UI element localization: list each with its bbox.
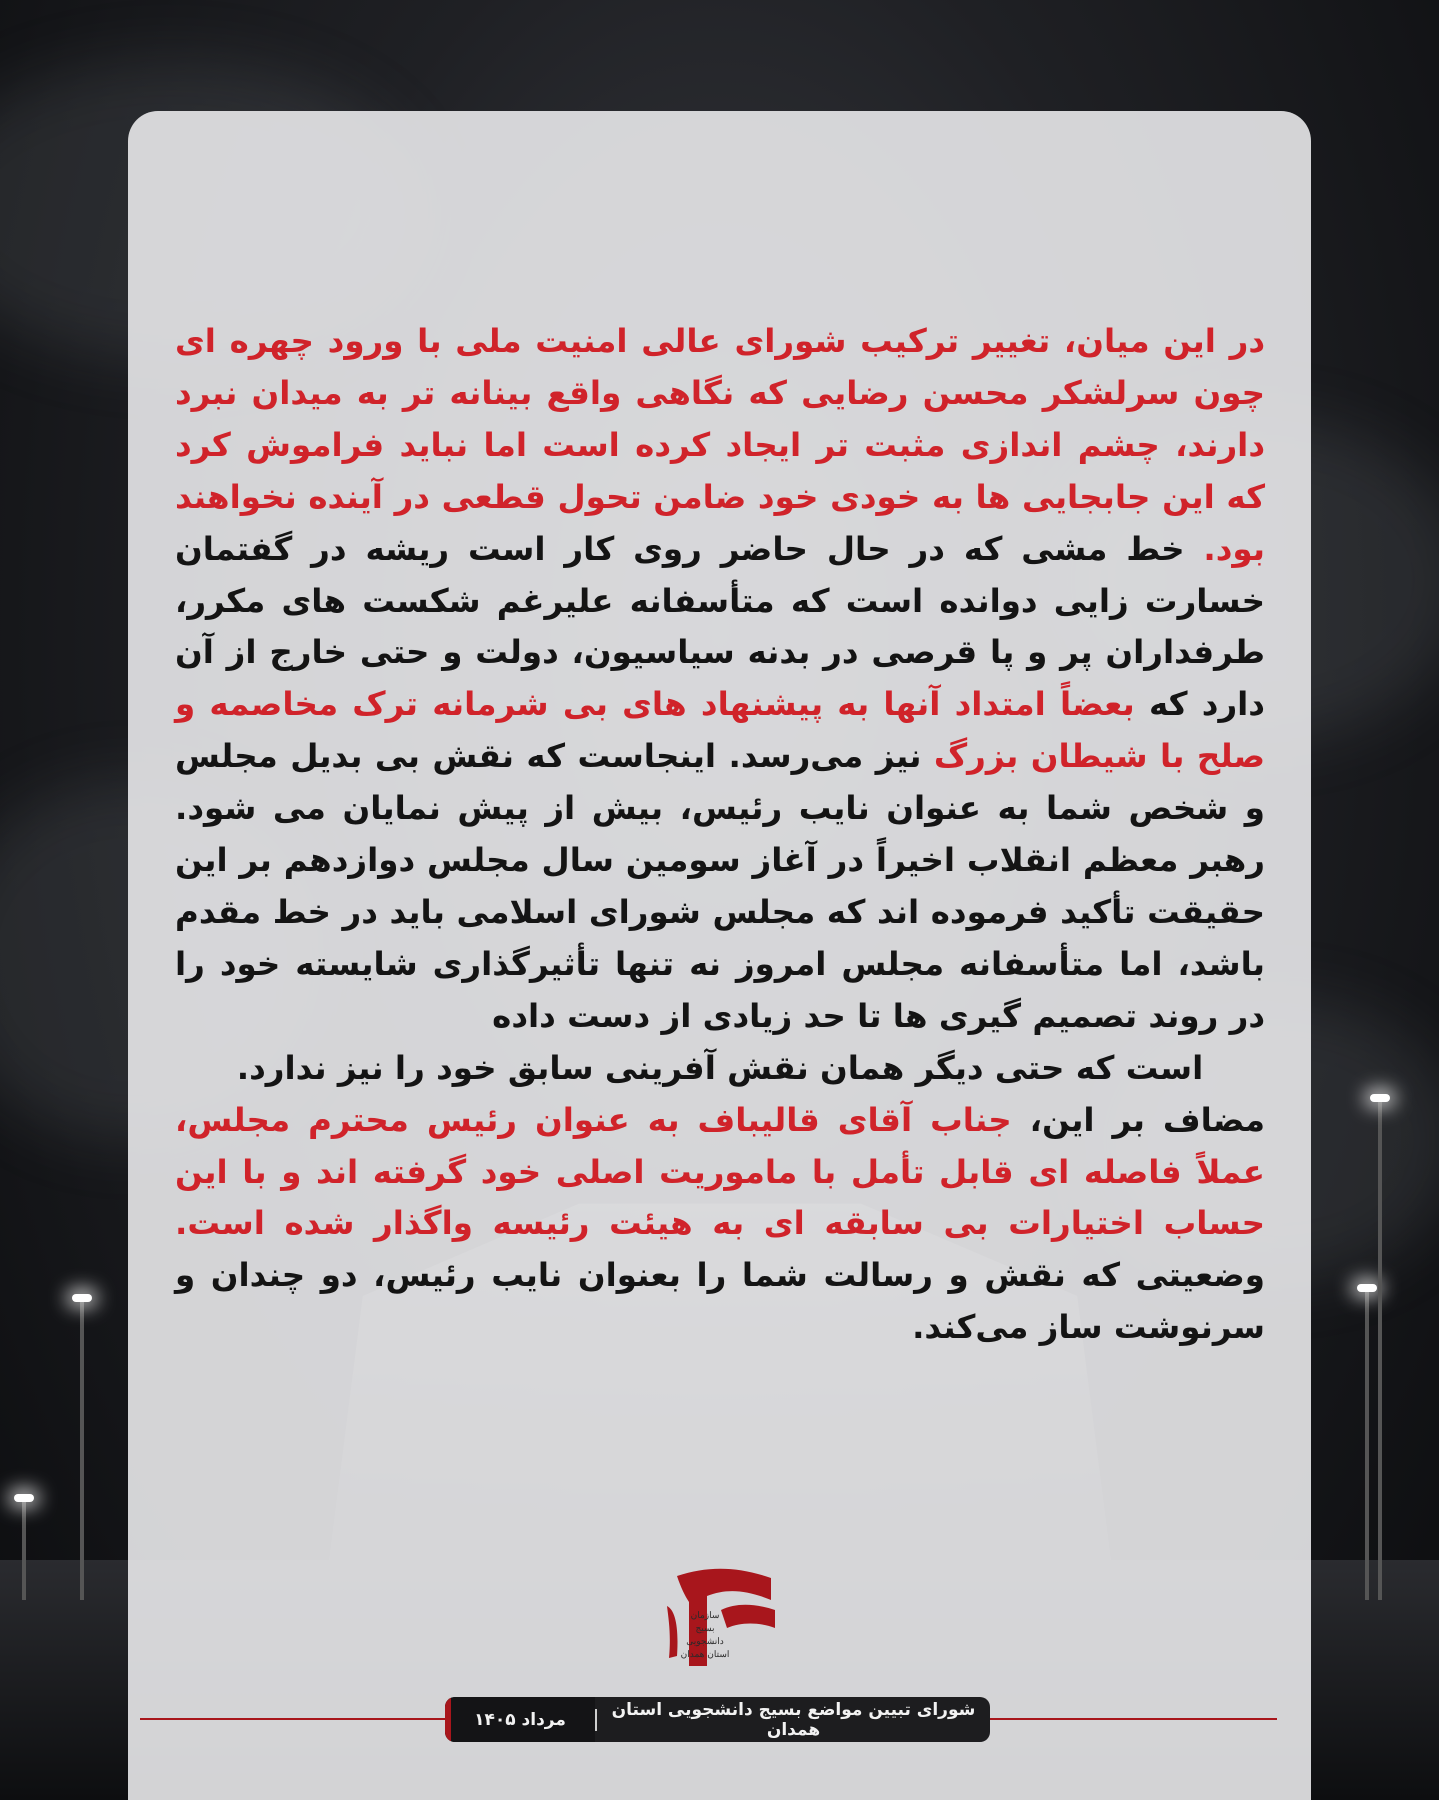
footer-rule-right [990,1718,1277,1720]
paragraph-1-tail [175,1043,1265,1095]
publication-date: مرداد ۱۴۰۵ [445,1697,595,1742]
paragraph-1 [175,316,1265,1043]
organization-name: شورای تبیین مواضع بسیج دانشجویی استان همدان [611,1699,976,1740]
body-text: خط مشی که در حال حاضر روی کار است ریشه در گفتمان خسارت زایی دوانده است که متأسفانه علیرغم شکست های مکرر، طرفداران پر و پا قرصی در بدنه سیاسیون، دولت و حتی خارج از آن دارد که [175,529,1265,724]
street-lamp-icon [80,1300,84,1600]
body-text: مضاف بر این، [1011,1100,1266,1139]
highlighted-text: بعضاً امتداد آنها به پیشنهاد های بی شرمانه ترک مخاصمه و صلح با شیطان بزرگ [175,685,1265,776]
body-text: است که حتی دیگر همان نقش آفرینی سابق خود را نیز ندارد. [236,1048,1204,1087]
body-text: وضعیتی که نقش و رسالت شما را بعنوان نایب رئیس، دو چندان و سرنوشت ساز می‌کند. [175,1256,1265,1347]
paragraph-2 [175,1095,1265,1355]
logo-lettering: سازمان بسیج دانشجویی استان همدان [680,1611,730,1660]
footer-badge [445,1697,990,1742]
highlighted-text: جناب آقای قالیباف به عنوان رئیس محترم مجلس، عملاً فاصله ای قابل تأمل با ماموریت اصلی خود گرفته اند و با این حساب اختیارات بی سابقه ای به هیئت رئیسه واگذار شده است. [175,1100,1265,1243]
street-lamp-icon [1365,1290,1369,1600]
street-lamp-icon [22,1500,26,1600]
statement-text [175,316,1265,1354]
highlighted-text: در این میان، تغییر ترکیب شورای عالی امنیت ملی با ورود چهره ای چون سرلشکر محسن رضایی که نگاهی واقع بینانه تر به میدان نبرد دارند، چشم اندازی مثبت تر ایجاد کرده است اما نباید فراموش کرد که این جابجایی ها به خودی خود ضامن تحول قطعی در آینده نخواهند بود. [175,322,1265,568]
footer-rule-left [140,1718,445,1720]
street-lamp-icon [1378,1100,1382,1600]
body-text: نیز می‌رسد. اینجاست که نقش بی بدیل مجلس و شخص شما به عنوان نایب رئیس، بیش از پیش نمایان می شود. رهبر معظم انقلاب اخیراً در آغاز سومین سال مجلس دوازدهم بر این حقیقت تأکید فرموده اند که مجلس شورای اسلامی باید در خط مقدم باشد، اما متأسفانه مجلس امروز نه تنها تأثیرگذاری شایسته خود را در روند تصمیم گیری ها تا حد زیادی از دست داده [175,737,1265,1035]
